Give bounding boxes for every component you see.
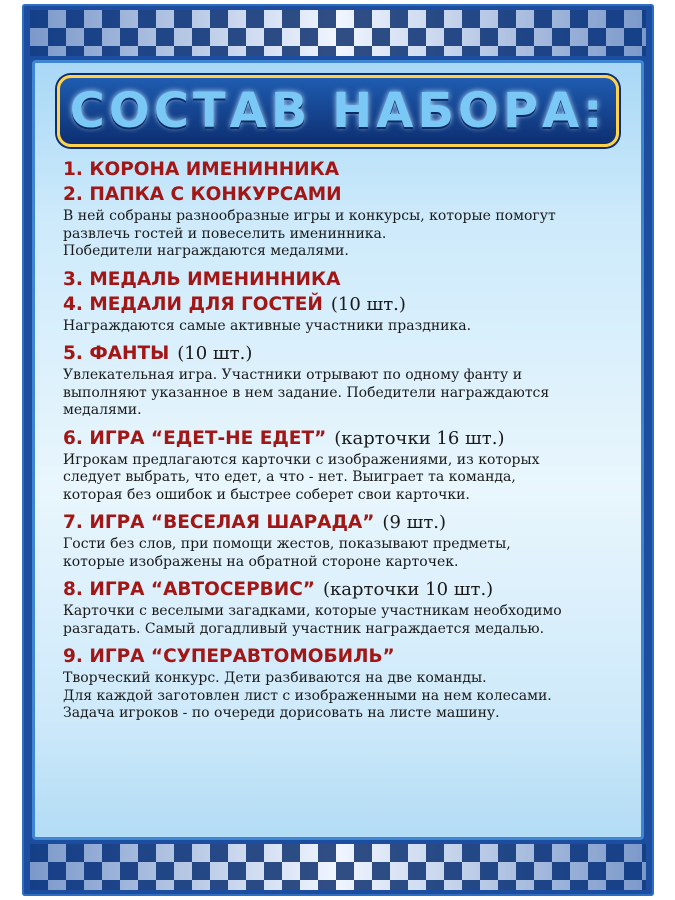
item-description: Награждаются самые активные участники праздника. bbox=[63, 317, 472, 334]
item-quantity: (10 шт.) bbox=[177, 343, 253, 364]
title-banner bbox=[57, 75, 619, 147]
poster bbox=[22, 4, 654, 896]
item-description: Карточки с веселыми загадками, которые участникам необходимо разгадать. Самый догадливый участник награждается медалью. bbox=[63, 603, 562, 637]
list-item bbox=[63, 182, 625, 261]
item-quantity: (карточки 10 шт.) bbox=[322, 579, 494, 600]
list-item bbox=[63, 157, 625, 182]
list-item bbox=[63, 267, 625, 292]
item-heading: 9. ИГРА “СУПЕРАВТОМОБИЛЬ” bbox=[63, 646, 395, 667]
item-description: Игрокам предлагаются карточки с изображениями, из которых следует выбрать, что едет, а что - нет. Выиграет та команда, которая без ошибок и быстрее соберет свои карточки. bbox=[63, 451, 540, 503]
list-item bbox=[63, 644, 625, 723]
list-item bbox=[63, 510, 625, 571]
item-description: Творческий конкурс. Дети разбиваются на две команды. Для каждой заготовлен лист с изображенными на нем колесами. Задача игроков - по очереди дорисовать на листе машину. bbox=[63, 670, 552, 721]
checkered-border-bottom bbox=[30, 844, 646, 890]
list-item bbox=[63, 426, 625, 505]
item-description: Гости без слов, при помощи жестов, показывают предметы, которые изображены на обратной стороне карточек. bbox=[63, 536, 511, 570]
item-quantity: (10 шт.) bbox=[330, 293, 406, 315]
items-list bbox=[63, 157, 625, 729]
item-quantity: (карточки 16 шт.) bbox=[334, 427, 505, 449]
checkered-border-top bbox=[30, 10, 646, 56]
item-description: В ней собраны разнообразные игры и конкурсы, которые помогут развлечь гостей и повеселить именинника. Победители награждаются медалями. bbox=[63, 208, 556, 259]
item-heading: 5. ФАНТЫ bbox=[63, 343, 170, 364]
list-item bbox=[63, 577, 625, 638]
item-quantity: (9 шт.) bbox=[382, 512, 447, 533]
list-item bbox=[63, 292, 625, 336]
list-item bbox=[63, 341, 625, 420]
content-panel bbox=[32, 60, 644, 840]
item-heading: 1. КОРОНА ИМЕНИННИКА bbox=[63, 159, 340, 180]
item-heading: 7. ИГРА “ВЕСЕЛАЯ ШАРАДА” bbox=[63, 512, 375, 533]
item-heading: 3. МЕДАЛЬ ИМЕНИННИКА bbox=[63, 268, 341, 290]
item-heading: 8. ИГРА “АВТОСЕРВИС” bbox=[63, 579, 315, 600]
item-description: Увлекательная игра. Участники отрывают по одному фанту и выполняют указанное в нем задание. Победители награждаются медалями. bbox=[63, 367, 550, 418]
item-heading: 6. ИГРА “ЕДЕТ-НЕ ЕДЕТ” bbox=[63, 427, 327, 449]
item-heading: 2. ПАПКА С КОНКУРСАМИ bbox=[63, 184, 342, 205]
item-heading: 4. МЕДАЛИ ДЛЯ ГОСТЕЙ bbox=[63, 293, 323, 315]
page-title: СОСТАВ НАБОРА: bbox=[69, 83, 607, 139]
